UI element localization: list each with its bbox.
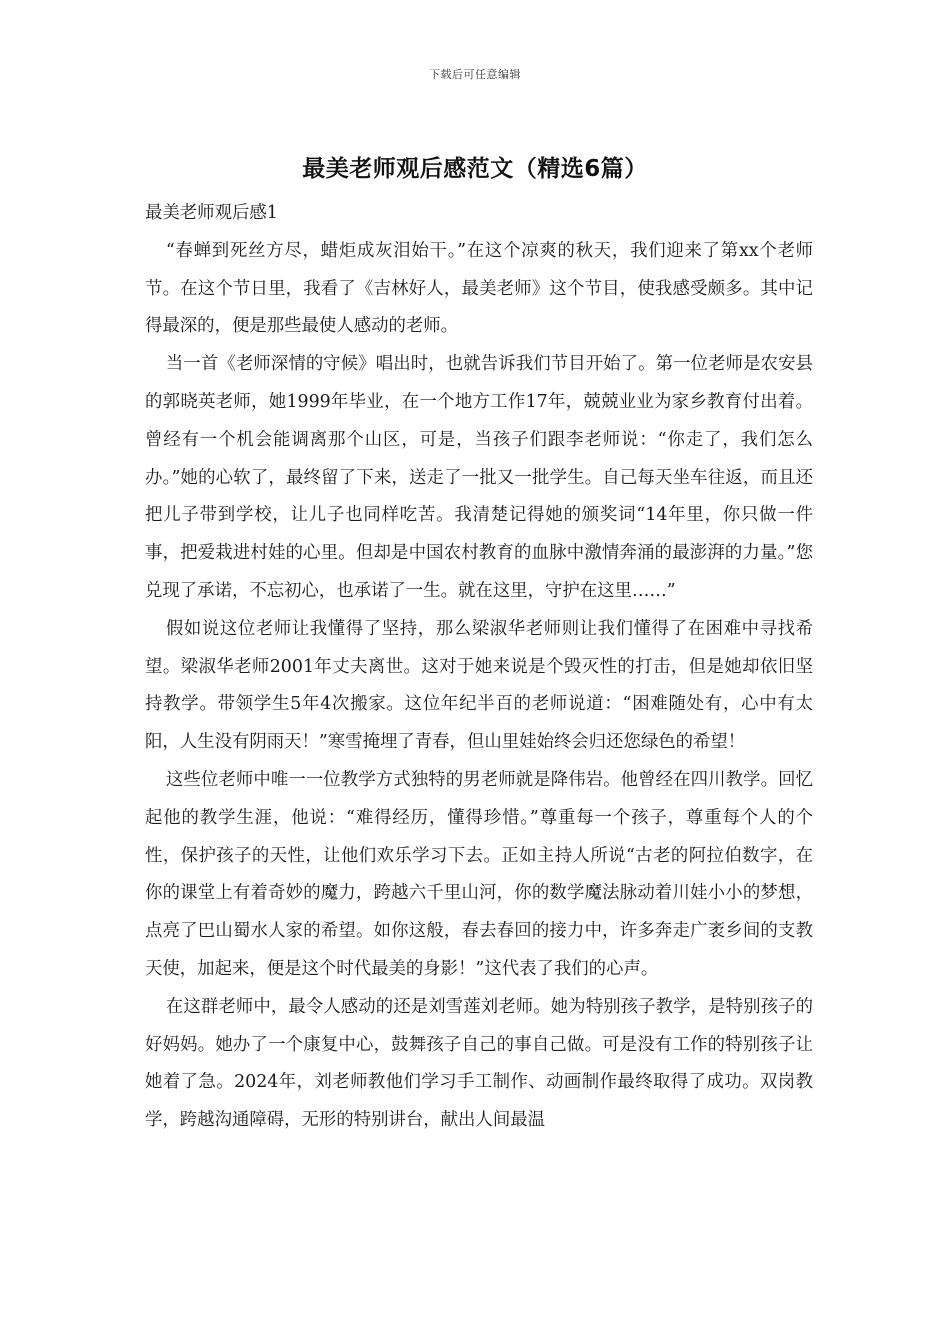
paragraph: 当一首《老师深情的守候》唱出时，也就告诉我们节目开始了。第一位老师是农安县的郭晓英老师，她1999年毕业，在一个地方工作17年，兢兢业业为家乡教育付出着。曾经有一个机会能调离那个山区，可是，当孩子们跟李老师说：“你走了，我们怎么办。”她的心软了，最终留了下来，送走了一批又一批学生。自己每天坐车往返，而且还把儿子带到学校，让儿子也同样吃苦。我清楚记得她的颁奖词“14年里，你只做一件事，把爱栽进村娃的心里。但却是中国农村教育的血脉中激情奔涌的最澎湃的力量。”您兑现了承诺，不忘初心，也承诺了一生。就在这里，守护在这里……” bbox=[145, 354, 813, 601]
paragraph: 假如说这位老师让我懂得了坚持，那么梁淑华老师则让我们懂得了在困难中寻找希望。梁淑华老师2001年丈夫离世。这对于她来说是个毁灭性的打击，但是她却依旧坚持教学。带领学生5年4次搬家。这位年纪半百的老师说道：“困难随处有，心中有太阳，人生没有阴雨天！”寒雪掩埋了青春，但山里娃始终会归还您绿色的希望！ bbox=[145, 618, 813, 753]
section-heading: 最美老师观后感1 bbox=[145, 203, 278, 223]
paragraph: 在这群老师中，最令人感动的还是刘雪莲刘老师。她为特别孩子教学，是特别孩子的好妈妈。她办了一个康复中心，鼓舞孩子自己的事自己做。可是没有工作的特别孩子让她着了急。2024年，刘老师教他们学习手工制作、动画制作最终取得了成功。双岗教学，跨越沟通障碍，无形的特别讲台，献出人间最温 bbox=[145, 996, 813, 1131]
document-body bbox=[145, 195, 813, 1140]
paragraph: “春蝉到死丝方尽，蜡炬成灰泪始干。”在这个凉爽的秋天，我们迎来了第xx个老师节。在这个节日里，我看了《吉林好人，最美老师》这个节目，使我感受颇多。其中记得最深的，便是那些最使人感动的老师。 bbox=[145, 240, 813, 337]
paragraph: 这些位老师中唯一一位教学方式独特的男老师就是降伟岩。他曾经在四川教学。回忆起他的教学生涯，他说：“难得经历，懂得珍惜。”尊重每一个孩子，尊重每个人的个性，保护孩子的天性，让他们欢乐学习下去。正如主持人所说“古老的阿拉伯数字，在你的课堂上有着奇妙的魔力，跨越六千里山河，你的数学魔法脉动着川娃小小的梦想，点亮了巴山蜀水人家的希望。如你这般，春去春回的接力中，许多奔走广袤乡间的支教天使，加起来，便是这个时代最美的身影！”这代表了我们的心声。 bbox=[145, 769, 813, 979]
header-note: 下载后可任意编辑 bbox=[429, 68, 521, 81]
document-title: 最美老师观后感范文（精选6篇） bbox=[302, 156, 648, 182]
